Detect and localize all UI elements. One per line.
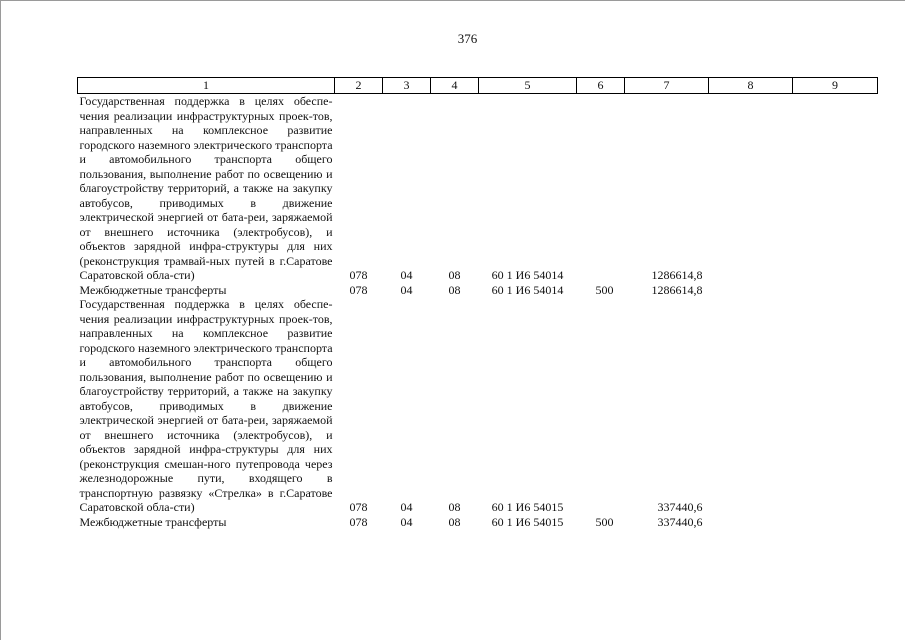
table-row <box>78 297 878 515</box>
ministry-code: 078 <box>349 500 368 514</box>
subsection-code: 08 <box>448 268 461 282</box>
expense-type-code: 500 <box>595 514 614 529</box>
column-8-value <box>709 94 793 283</box>
subsection-code: 08 <box>448 514 461 529</box>
target-article-code: 60 1 И6 54014 <box>491 282 564 297</box>
column-number-row <box>78 78 878 94</box>
subsection-code: 08 <box>448 282 461 297</box>
section-code: 04 <box>400 500 413 514</box>
section-code: 04 <box>400 282 413 297</box>
column-number: 8 <box>709 78 793 94</box>
table-body <box>78 94 878 530</box>
row-name: Межбюджетные трансферты <box>79 514 227 529</box>
column-number: 3 <box>383 78 431 94</box>
budget-table <box>77 77 878 529</box>
section-code: 04 <box>400 268 413 282</box>
table-header <box>78 78 878 94</box>
amount: 1286614,8 <box>651 268 703 282</box>
target-article-code: 60 1 И6 54015 <box>491 514 564 529</box>
amount: 1286614,8 <box>651 282 703 297</box>
column-number: 6 <box>577 78 625 94</box>
table-row <box>78 94 878 283</box>
ministry-code: 078 <box>349 514 368 529</box>
column-number: 4 <box>431 78 479 94</box>
column-number: 1 <box>78 78 335 94</box>
amount: 337440,6 <box>657 514 703 529</box>
column-9-value <box>793 297 878 515</box>
table-row <box>78 283 878 298</box>
column-8-value <box>709 515 793 530</box>
row-name: Государственная поддержка в целях обеспе-чения реализации инфраструктурных проек-тов, направленных на комплексное развитие городского наземного электрического транспорта и автомобильного транспорта общего пользования, выполнение работ по освещению и благоустройству территорий, а также на закупку автобусов, приводимых в движение электрической энергией от бата-реи, заряжаемой от внешнего источника (электробусов), и объектов зарядной инфра-структуры для них (реконструкция трамвай-ных путей в г.Саратове Саратовской обла-сти) <box>79 94 333 282</box>
page-edge-left <box>0 0 1 640</box>
ministry-code: 078 <box>349 268 368 282</box>
column-number: 9 <box>793 78 878 94</box>
page-edge-top <box>0 0 905 1</box>
expense-type-code: 500 <box>595 282 614 297</box>
expense-type-code <box>577 297 625 515</box>
column-number: 2 <box>335 78 383 94</box>
row-name: Государственная поддержка в целях обеспе-чения реализации инфраструктурных проек-тов, направленных на комплексное развитие городского наземного электрического транспорта и автомобильного транспорта общего пользования, выполнение работ по освещению и благоустройству территорий, а также на закупку автобусов, приводимых в движение электрической энергией от бата-реи, заряжаемой от внешнего источника (электробусов), и объектов зарядной инфра-структуры для них (реконструкция смешан-ного путепровода через железнодорожные пути, входящего в транспортную развязку «Стрелка» в г.Саратове Саратовской обла-сти) <box>79 297 333 514</box>
column-number: 5 <box>479 78 577 94</box>
page-number: 376 <box>457 31 478 46</box>
target-article-code: 60 1 И6 54014 <box>491 268 564 282</box>
column-9-value <box>793 94 878 283</box>
subsection-code: 08 <box>448 500 461 514</box>
section-code: 04 <box>400 514 413 529</box>
column-number: 7 <box>625 78 709 94</box>
row-name: Межбюджетные трансферты <box>79 282 227 297</box>
ministry-code: 078 <box>349 282 368 297</box>
target-article-code: 60 1 И6 54015 <box>491 500 564 514</box>
column-9-value <box>793 283 878 298</box>
table-row <box>78 515 878 530</box>
column-9-value <box>793 515 878 530</box>
expense-type-code <box>577 94 625 283</box>
amount: 337440,6 <box>657 500 703 514</box>
column-8-value <box>709 283 793 298</box>
column-8-value <box>709 297 793 515</box>
